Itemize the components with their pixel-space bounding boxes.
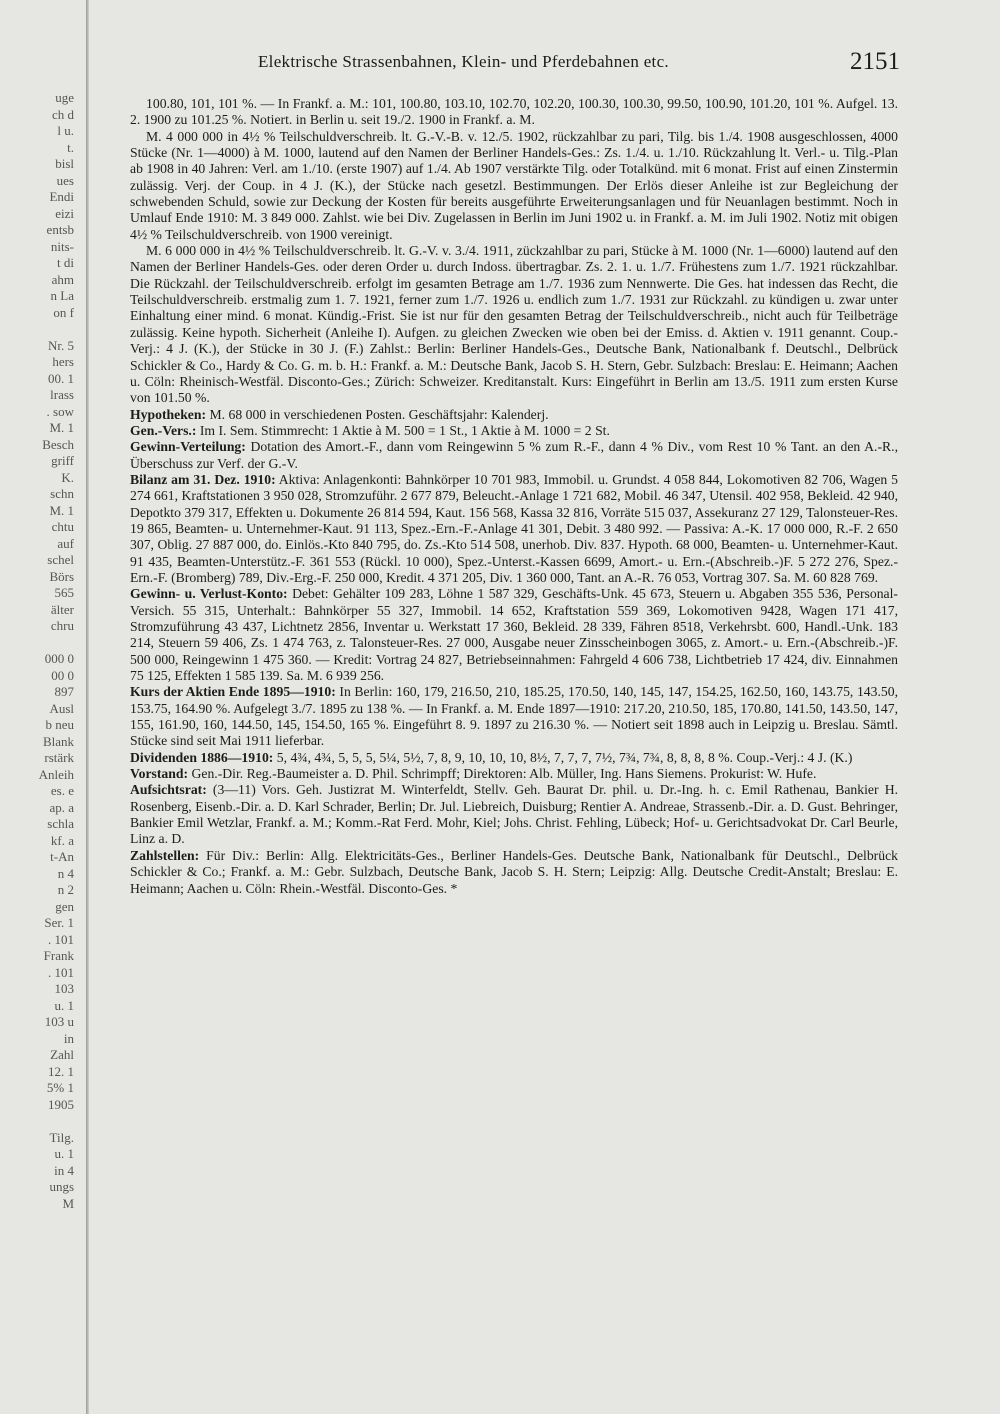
margin-fragment: 1905 (48, 1096, 74, 1112)
adjacent-page-margin (0, 90, 78, 1340)
margin-fragment: kf. a (50, 832, 74, 848)
margin-fragment: lrass (50, 387, 74, 402)
margin-fragment: 897 (54, 684, 74, 699)
margin-fragment: eizi (55, 205, 74, 221)
paragraph-loan-1911 (130, 243, 898, 406)
margin-fragment: M. 1 (49, 420, 74, 435)
margin-fragment: ahm (51, 271, 74, 287)
paragraph-dividenden (130, 750, 898, 766)
margin-fragment: t di (57, 255, 74, 270)
margin-fragment: chtu (51, 519, 74, 534)
paragraph-gen-vers (130, 423, 898, 439)
margin-fragment: t-An (50, 849, 74, 864)
paragraph-loan-1902 (130, 129, 898, 243)
paragraph-text: 100.80, 101, 101 %. — In Frankf. a. M.: 101, 100.80, 103.10, 102.70, 102.20, 100.30, 100.30, 99.50, 100.90, 101.20, 101 %. Aufgel. 13. 2. 1900 zu 101.25 %. Notiert. in Berlin u. seit 19./2. 1900 in Frankf. a. M. (130, 96, 898, 128)
margin-fragment: schel (47, 552, 74, 567)
paragraph-text: Dotation des Amort.-F., dann vom Reingewinn 5 % zum R.-F., dann 4 % Div., vom Rest 10 % Tant. an den A.-R., Überschuss zur Verf. der G.-V. (130, 439, 898, 471)
margin-fragment: bisl (55, 156, 74, 171)
margin-fragment: b neu (45, 717, 74, 732)
paragraph-text: In Berlin: 160, 179, 216.50, 210, 185.25, 170.50, 140, 145, 147, 154.25, 162.50, 160, 143.75, 143.50, 153.75, 164.90 %. Aufgelegt 3./7. 1895 zu 138 %. — In Frankf. a. M. Ende 1897—1910: 217.20, 210.50, 185, 170.80, 141.50, 143.50, 147, 155, 161.90, 160, 144.50, 145, 154.50, 165 %. Eingeführt 8. 9. 1897 zu 216.30 %. — Notiert seit 1898 auch in Leipzig u. Breslau. Sämtl. Stücke sind seit Mai 1911 lieferbar. (130, 684, 899, 749)
paragraph-text: M. 4 000 000 in 4½ % Teilschuldverschreib. lt. G.-V.-B. v. 12./5. 1902, rückzahlbar zu pari, Tilg. bis 1./4. 1908 ausgeschlossen, 4000 Stücke (Nr. 1—4000) à M. 1000, lautend auf den Namen der Berliner Handels-Ges.: Zs. 1./4. u. 1./10. Rückzahlung lt. Verl.- u. Tilg.-Plan ab 1908 in 40 Jahren: Verl. am 1./10. (erste 1907) auf 1./4. Ab 1907 verstärkte Tilg. oder Totalkünd. mit 6 monat. Frist auf einen Zinstermin zulässig. Verj. der Coup. in 4 J. (K.), der Stücke nach gesetzl. Bestimmungen. Der Erlös dieser Anleihe ist zur Begleichung der schwebenden Schuld, sowie zur Deckung der Kosten für bereits ausgeführte Erweiterungsanlagen und für Neuanlagen bestimmt. Noch in Umlauf Ende 1910: M. 3 849 000. Zahlst. wie bei Div. Zugelassen in Berlin im Juni 1902 u. in Frankf. a. M. im Juli 1902. Notiz mit obigen 4½ % Teilschuldverschreib. von 1900 vereinigt. (130, 128, 898, 242)
margin-fragment: u. 1 (54, 1146, 74, 1161)
margin-fragment (0, 321, 78, 338)
section-heading: Gewinn-Verteilung: (130, 439, 246, 455)
paragraph-text: (3—11) Vors. Geh. Justizrat M. Winterfeldt, Stellv. Geh. Baurat Dr. phil. u. Dr.-Ing. h. c. Emil Rathenau, Bankier H. Rosenberg, Eisenb.-Dir. a. D. Karl Schrader, Berlin; Dr. Jul. Liebreich, Duisburg; Rentier A. Andreae, Strassenb.-Dir. a. D. Gust. Behringer, Bankier Emil Wetzlar, Frankf. a. M.; Komm.-Rat Ferd. Mohr, Kiel; Johs. Christ. Fehling, Lübeck; Hof- u. Gerichtsadvokat Dr. Carl Beurle, Linz a. D. (130, 782, 898, 847)
paragraph-hypotheken (130, 407, 898, 423)
section-heading: Dividenden 1886—1910: (130, 749, 274, 765)
section-heading: Aufsichtsrat: (130, 782, 207, 798)
margin-fragment: chru (50, 618, 74, 633)
paragraph-gewinn-verteilung (130, 439, 898, 472)
section-heading: Hypotheken: (130, 406, 207, 422)
margin-fragment: Blank (42, 733, 74, 749)
paragraph-aufsichtsrat (130, 782, 898, 847)
margin-fragment: M. 1 (49, 502, 74, 518)
paragraph-text: Für Div.: Berlin: Allg. Elektricitäts-Ges., Berliner Handels-Ges. Deutsche Bank, Nationalbank für Deutschl., Delbrück Schickler & Co.; Frankf. a. M.: Gebr. Sulzbach, Deutsche Bank, Jacob S. H. Stern; Leipzig: Allg. Deutsche Credit-Anstalt; Breslau: E. Heimann; Aachen u. Cöln: Rhein.-Westfäl. Disconto-Ges. * (130, 847, 898, 896)
paragraph-text: Aktiva: Anlagenkonti: Bahnkörper 10 701 983, Immobil. u. Grundst. 4 058 844, Lokomotiven 82 706, Wagen 5 274 661, Kraftstationen 3 950 028, Stromzuführ. 2 677 879, Beleucht.-Anlage 1 721 682, Mobil. 46 347, Utensil. 402 958, Bekleid. 42 940, Depotkto 379 317, Effekten u. Dokumente 26 814 594, Kaut. 156 568, Kassa 32 816, Vorräte 515 037, Assekuranz 27 129, Talonsteuer-Res. 19 865, Beamten- u. Unternehmer-Kaut. 91 113, Spez.-Ern.-F.-Anlage 41 301, Debit. 3 480 992. — Passiva: A.-K. 17 000 000, R.-F. 2 650 307, Oblig. 27 887 000, do. Einlös.-Kto 840 795, do. Zs.-Kto 514 508, unerhob. Div. 837. Hypoth. 68 000, Beamten- u. Unternehmer-Kaut. 91 435, Beamten-Unterstütz.-F. 361 553 (Rückl. 10 000), Spez.-Unterst.-Kassen 6699, Amort.- u. Ern.-(Abschreib.-)F. 5 272 276, Spez.-Ern.-F. (Bromberg) 789, Div.-Erg.-F. 250 000, Kredit. 4 371 205, Div. 1 360 000, Tant. an A.-R. 76 053, Vortrag 307. Sa. M. 60 828 769. (130, 471, 898, 585)
margin-fragment: in 4 (54, 1162, 74, 1178)
paragraph-bilanz (130, 472, 898, 586)
section-heading: Gen.-Vers.: (130, 422, 197, 438)
margin-fragment: 00 0 (51, 667, 74, 683)
margin-fragment: . sow (46, 403, 74, 419)
margin-fragment: 565 (54, 585, 74, 600)
margin-fragment: K. (61, 469, 74, 485)
section-heading: Zahlstellen: (130, 847, 200, 863)
margin-fragment: 000 0 (44, 651, 74, 666)
margin-fragment: schn (50, 486, 74, 501)
margin-fragment: Tilg. (49, 1129, 74, 1145)
page-number: 2151 (850, 48, 900, 75)
margin-fragment: ungs (49, 1179, 74, 1194)
paragraph-text: 5, 4¾, 4¾, 5, 5, 5, 5¼, 5½, 7, 8, 9, 10, 10, 10, 8½, 7, 7, 7, 7½, 7¾, 7¾, 8, 8, 8, 8 %. Coup.-Verj.: 4 J. (K.) (273, 749, 853, 765)
margin-fragment: M (62, 1195, 74, 1211)
margin-fragment: schla (47, 816, 74, 831)
margin-fragment: 00. 1 (48, 370, 74, 386)
margin-fragment: Besch (42, 436, 74, 452)
margin-fragment: 103 u (44, 1014, 74, 1029)
margin-fragment: n La (50, 288, 74, 303)
margin-fragment: u. 1 (54, 997, 74, 1013)
paragraph-vorstand (130, 766, 898, 782)
margin-fragment: uge (55, 90, 74, 105)
paragraph-text: M. 6 000 000 in 4½ % Teilschuldverschreib. lt. G.-V. v. 3./4. 1911, zückzahlbar zu pari, Stücke à M. 1000 (Nr. 1—6000) lautend auf den Namen der Berliner Handels-Ges. oder deren Order u. durch Indoss. übertragbar. Zs. 2. 1. u. 1./7. Frühestens zum 1./7. 1921 rückzahlbar. Die Rückzahl. der Teilschuldverschreib. erfolgt im gesamten Betrage am 1./7. 1936 zum Nennwerte. Die Ges. hat indessen das Recht, die Teilschuldverschreib. erstmalig zum 1. 7. 1921, ferner zum 1./7. 1926 u. endlich zum 1./7. 1931 zur Rückzahl. zu kündigen u. zwar unter Einhaltung einer mind. 6 monat. Kündig.-Frist. Sie ist nur für den gesamten Betrag der Teilschuldverschreib., nicht auch für Teilbeträge zulässig. Keine hypoth. Sicherheit (Anleihe I). Aufgen. zu gleichen Zwecken wie oben bei der Emiss. d. Aktien v. 1911 genannt. Coup.-Verj.: 4 J. (K.), der Stücke in 30 J. (F.) Zahlst.: Berlin: Berliner Handels-Ges., Deutsche Bank, Nationalbank f. Deutschl., Delbrück Schickler & Co., Hardy & Co. G. m. b. H.: Frankf. a. M.: Deutsche Bank, Jacob S. H. Stern, Gebr. Sulzbach: Breslau: E. Heimann; Aachen u. Cöln: Rheinisch-Westfäl. Disconto-Ges.; Zürich: Schweizer. Kreditanstalt. Kurs: Eingeführt in Berlin am 13./5. 1911 zum ersten Kurse von 101.50 %. (130, 243, 898, 406)
margin-fragment: nits- (50, 238, 74, 254)
margin-fragment: Nr. 5 (48, 337, 74, 353)
running-header (130, 48, 900, 82)
margin-fragment: 5% 1 (46, 1080, 74, 1095)
margin-fragment: hers (52, 354, 74, 369)
margin-fragment: 12. 1 (48, 1063, 74, 1079)
margin-fragment: älter (50, 601, 74, 617)
section-heading: Kurs der Aktien Ende 1895—1910: (130, 684, 336, 700)
article-body (130, 96, 898, 897)
section-heading: Gewinn- u. Verlust-Konto: (130, 586, 288, 602)
margin-fragment: entsb (46, 222, 74, 237)
margin-fragment: Börs (49, 568, 74, 584)
margin-fragment: Ser. 1 (44, 915, 74, 930)
margin-fragment: ch d (51, 106, 74, 122)
margin-fragment: on f (53, 304, 74, 320)
paragraph-text: Gen.-Dir. Reg.-Baumeister a. D. Phil. Schrimpff; Direktoren: Alb. Müller, Ing. Hans Siemens. Prokurist: W. Hufe. (188, 766, 817, 782)
margin-fragment: auf (57, 535, 74, 551)
paragraph-gewinn-verlust (130, 586, 898, 684)
margin-fragment: rstärk (44, 750, 74, 765)
margin-fragment: ues (56, 172, 74, 188)
margin-fragment: Endi (49, 189, 74, 204)
paragraph-text: M. 68 000 in verschiedenen Posten. Geschäftsjahr: Kalenderj. (206, 406, 549, 422)
margin-fragment: Anleih (38, 766, 74, 782)
paragraph-text: Im I. Sem. Stimmrecht: 1 Aktie à M. 500 = 1 St., 1 Aktie à M. 1000 = 2 St. (196, 422, 610, 438)
margin-fragment: Frank (43, 948, 74, 963)
margin-fragment: Ausl (49, 700, 74, 716)
section-heading: Vorstand: (130, 766, 189, 782)
margin-fragment (0, 635, 78, 652)
margin-fragment: es. e (50, 783, 74, 798)
paragraph-prices (130, 96, 898, 129)
margin-fragment: gen (55, 898, 74, 914)
margin-fragment: n 2 (57, 882, 74, 897)
paragraph-zahlstellen (130, 848, 898, 897)
section-heading: Bilanz am 31. Dez. 1910: (130, 471, 276, 487)
margin-fragment (0, 1113, 78, 1130)
margin-fragment: 103 (54, 981, 74, 996)
paragraph-kurs (130, 684, 898, 749)
margin-fragment: . 101 (48, 931, 74, 947)
running-title: Elektrische Strassenbahnen, Klein- und Pferdebahnen etc. (258, 52, 669, 71)
margin-fragment: griff (51, 453, 74, 468)
book-gutter (86, 0, 89, 1414)
margin-fragment: . 101 (48, 964, 74, 980)
margin-fragment: l u. (57, 123, 74, 138)
margin-fragment: ap. a (49, 799, 74, 815)
margin-fragment: t. (67, 139, 74, 155)
margin-fragment: in (63, 1030, 74, 1046)
margin-fragment: n 4 (57, 865, 74, 881)
margin-fragment: Zahl (50, 1047, 74, 1062)
paragraph-text: Debet: Gehälter 109 283, Löhne 1 587 329, Geschäfts-Unk. 45 673, Steuern u. Abgaben 355 536, Personal-Versich. 55 315, Unterhalt.: Bahnkörper 55 327, Immobil. 14 652, Kraftstation 559 369, Lokomotiven 9428, Wagen 171 417, Stromzuführung 43 437, Lichtnetz 2856, Inventar u. Werkstatt 17 360, Bekleid. 28 339, Fähren 8518, Verkehrsbt. 600, Handl.-Unk. 183 214, Steuern 59 406, Zs. 1 474 763, z. Talonsteuer-Res. 27 000, Ausgabe neuer Zinsscheinbogen 3065, z. Amort.- u. Ern.-(Abschreib.-)F. 500 000, Reingewinn 1 475 360. — Kredit: Vortrag 24 827, Betriebseinnahmen: Fahrgeld 4 606 738, Lichtbetrieb 17 424, div. Einnahmen 75 125, Effekten 1 585 139. Sa. M. 6 939 256. (130, 586, 898, 684)
